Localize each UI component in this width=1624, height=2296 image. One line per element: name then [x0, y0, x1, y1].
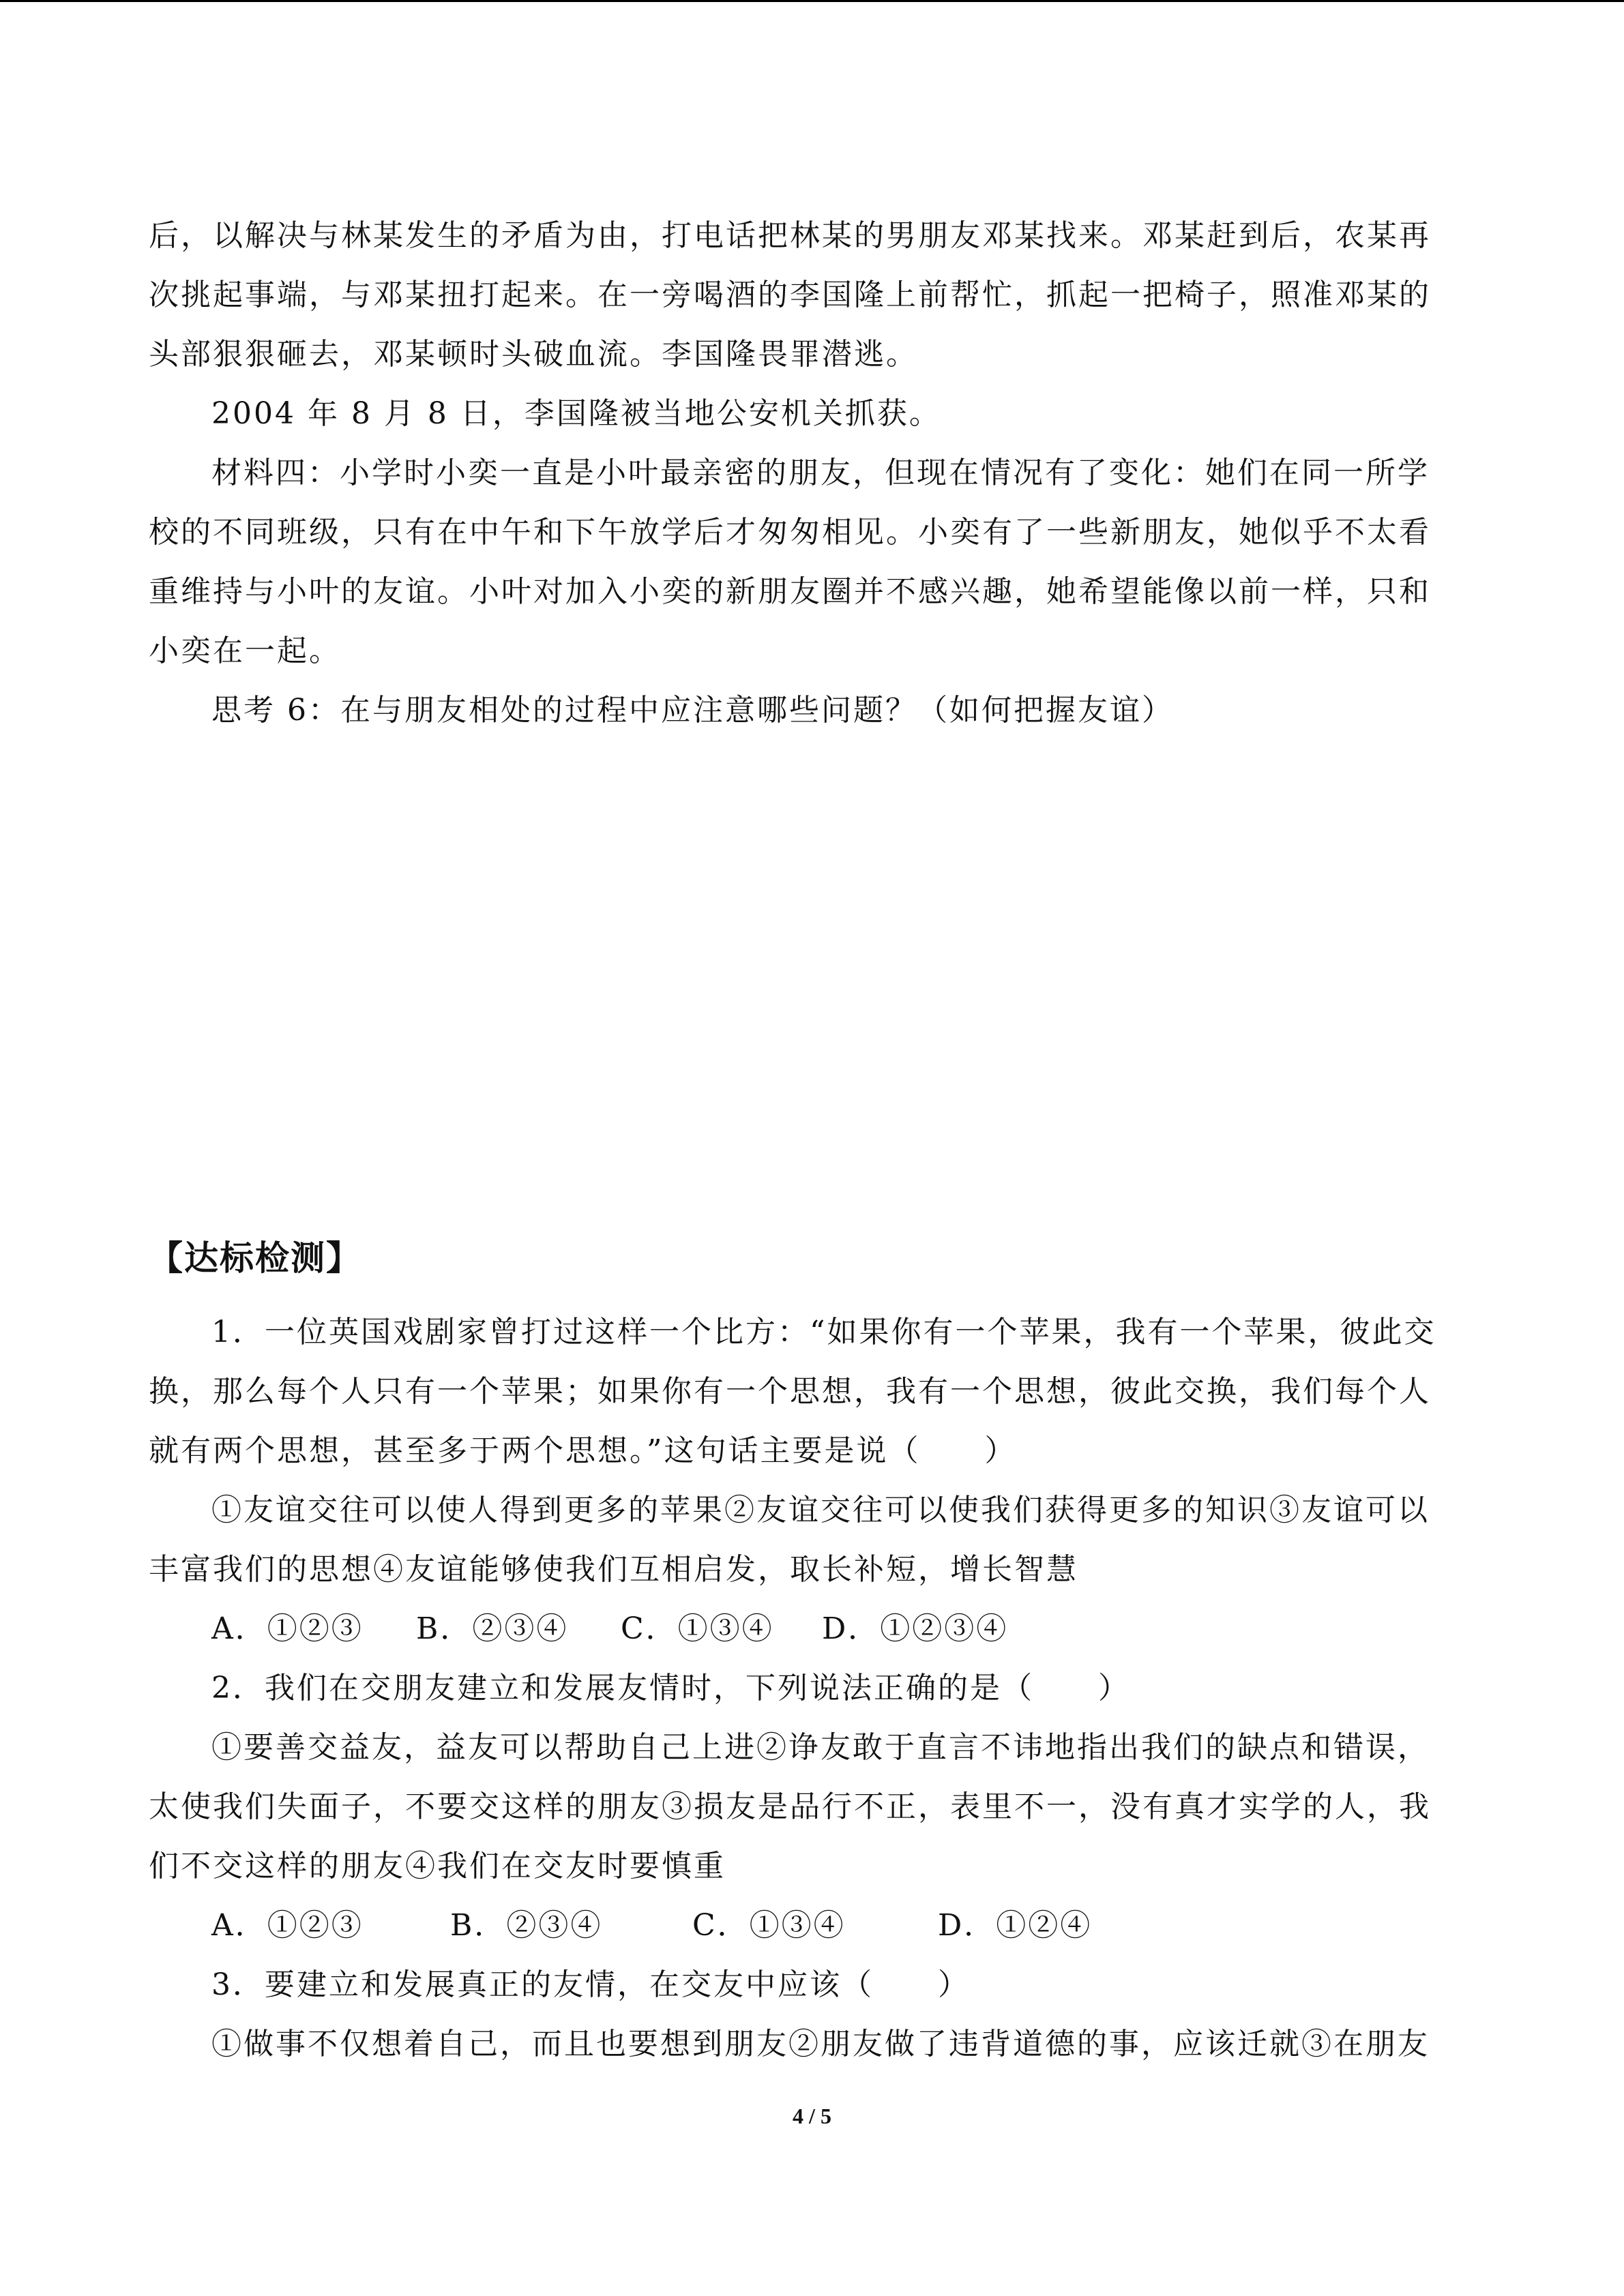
question-2-items: ①要善交益友，益友可以帮助自己上进②诤友敢于直言不讳地指出我们的缺点和错误，	[211, 1730, 1430, 1765]
paragraph-line: 次挑起事端，与邓某扭打起来。在一旁喝酒的李国隆上前帮忙，抓起一把椅子，照准邓某的	[149, 278, 1431, 312]
test-section	[149, 1302, 1475, 2074]
question-1-items: ①友谊交往可以使人得到更多的苹果②友谊交往可以使我们获得更多的知识③友谊可以	[211, 1493, 1430, 1527]
question-3-stem: 3．要建立和发展真正的友情，在交友中应该（ ）	[211, 1967, 970, 2002]
material-section	[149, 206, 1475, 740]
question-3-items: ①做事不仅想着自己，而且也要想到朋友②朋友做了违背道德的事，应该迁就③在朋友	[211, 2027, 1430, 2061]
option-c: C．①③④	[692, 1908, 846, 1943]
paragraph-line: 校的不同班级，只有在中午和下午放学后才匆匆相见。小奕有了一些新朋友，她似乎不太看	[149, 515, 1431, 550]
paragraph-line: 材料四：小学时小奕一直是小叶最亲密的朋友，但现在情况有了变化：她们在同一所学	[211, 456, 1430, 490]
question-2-options	[149, 1896, 1475, 1955]
option-b: B．②③④	[416, 1611, 569, 1646]
question-2-items: 们不交这样的朋友④我们在交友时要慎重	[149, 1849, 726, 1883]
question-1-options	[149, 1599, 1475, 1658]
top-border	[0, 0, 1624, 2]
question-1-stem: 就有两个思想，甚至多于两个思想。”这句话主要是说（ ）	[149, 1433, 1017, 1468]
option-a: A．①②③	[211, 1908, 364, 1943]
paragraph-line: 重维持与小叶的友谊。小叶对加入小奕的新朋友圈并不感兴趣，她希望能像以前一样，只和	[149, 574, 1431, 609]
question-1-stem: 换，那么每个人只有一个苹果；如果你有一个思想，我有一个思想，彼此交换，我们每个人	[149, 1374, 1431, 1409]
option-a: A．①②③	[211, 1611, 364, 1646]
option-d: D．①②④	[938, 1908, 1093, 1943]
paragraph-line: 2004 年 8 月 8 日，李国隆被当地公安机关抓获。	[211, 396, 941, 431]
question-1-stem: 1．一位英国戏剧家曾打过这样一个比方：“如果你有一个苹果，我有一个苹果，彼此交	[211, 1315, 1436, 1350]
option-b: B．②③④	[450, 1908, 603, 1943]
question-1-items: 丰富我们的思想④友谊能够使我们互相启发，取长补短，增长智慧	[149, 1552, 1078, 1587]
option-d: D．①②③④	[822, 1611, 1009, 1646]
section-heading: 【达标检测】	[149, 1238, 361, 1278]
paragraph-line: 头部狠狠砸去，邓某顿时头破血流。李国隆畏罪潜逃。	[149, 337, 918, 372]
question-2-items: 太使我们失面子，不要交这样的朋友③损友是品行不正，表里不一，没有真才实学的人，我	[149, 1789, 1431, 1824]
thinking-question: 思考 6：在与朋友相处的过程中应注意哪些问题？（如何把握友谊）	[211, 693, 1174, 728]
question-2-stem: 2．我们在交朋友建立和发展友情时，下列说法正确的是（ ）	[211, 1671, 1130, 1705]
paragraph-line: 后，以解决与林某发生的矛盾为由，打电话把林某的男朋友邓某找来。邓某赶到后，农某再	[149, 218, 1431, 253]
option-c: C．①③④	[621, 1611, 774, 1646]
page-number: 4 / 5	[793, 2104, 831, 2128]
paragraph-line: 小奕在一起。	[149, 633, 341, 668]
